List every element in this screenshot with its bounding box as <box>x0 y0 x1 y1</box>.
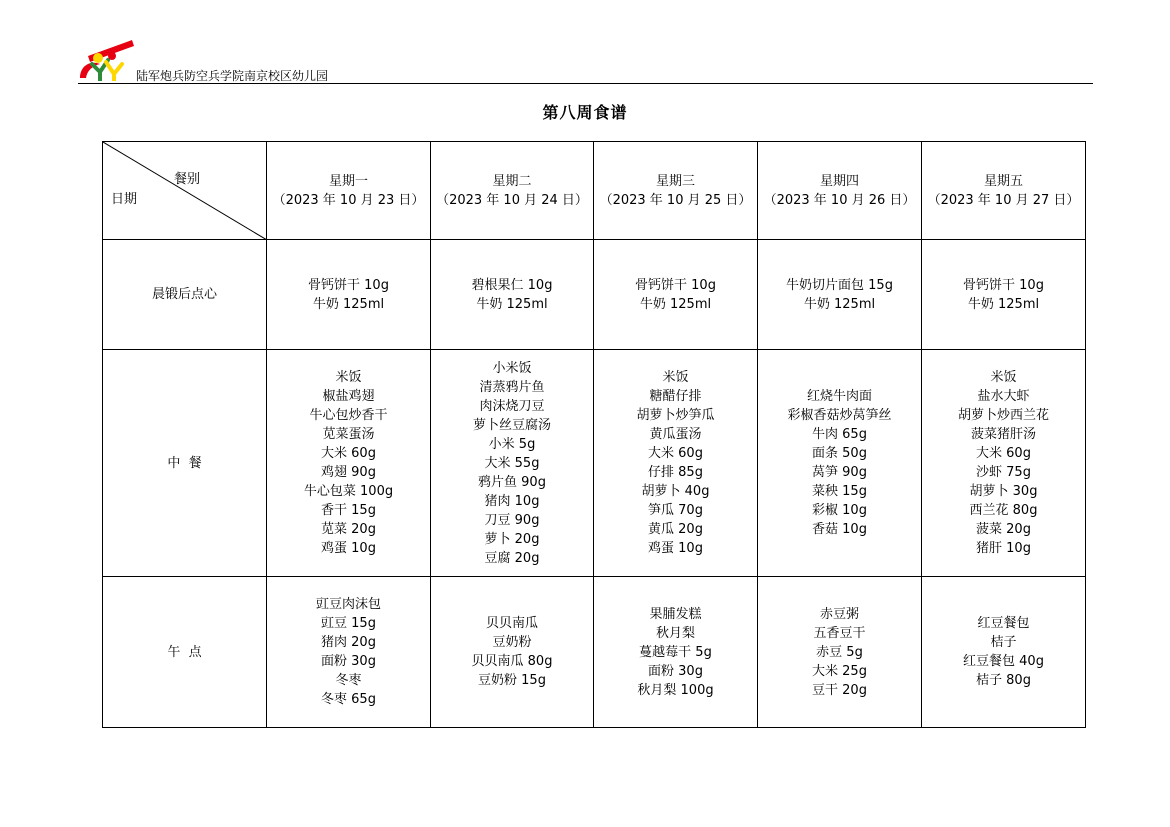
menu-item: 香干 15g <box>321 503 376 518</box>
menu-cell <box>267 350 431 577</box>
menu-item: 莴笋 90g <box>812 465 867 480</box>
meal-row-morning-snack <box>103 240 1086 350</box>
menu-item: 豆干 20g <box>812 682 867 698</box>
menu-item: 面条 50g <box>812 446 867 461</box>
menu-cell <box>431 240 594 350</box>
menu-item: 碧根果仁 10g <box>471 277 553 293</box>
menu-item: 苋菜蛋汤 <box>322 427 375 442</box>
menu-item: 肉沫烧刀豆 <box>479 398 545 414</box>
menu-item: 小米饭 <box>492 360 532 376</box>
menu-item: 牛奶 125ml <box>476 296 548 312</box>
menu-item: 骨钙饼干 10g <box>308 277 389 293</box>
meal-axis-label: 餐别 <box>173 172 200 187</box>
menu-item: 红豆餐包 <box>977 616 1030 631</box>
menu-item: 盐水大虾 <box>977 389 1030 404</box>
menu-item: 刀豆 90g <box>484 512 540 528</box>
menu-item: 贝贝南瓜 80g <box>471 654 553 669</box>
day-date: （2023 年 10 月 26 日） <box>763 192 916 208</box>
menu-item: 牛奶 125ml <box>639 296 712 312</box>
meal-label <box>103 350 267 577</box>
date-axis-label: 日期 <box>111 192 138 207</box>
menu-cell <box>594 350 758 577</box>
menu-item: 苋菜 20g <box>321 522 376 537</box>
menu-item: 鸡蛋 10g <box>648 541 703 556</box>
menu-item: 彩椒香菇炒莴笋丝 <box>787 408 892 423</box>
menu-item: 五香豆干 <box>813 625 866 641</box>
menu-item: 牛心包炒香干 <box>309 408 388 423</box>
menu-item: 豆奶粉 15g <box>478 673 546 688</box>
day-name: 星期一 <box>328 173 368 189</box>
meal-label <box>103 577 267 728</box>
menu-item: 豆奶粉 <box>492 635 532 650</box>
menu-item: 面粉 30g <box>321 654 376 669</box>
menu-item: 豇豆肉沫包 <box>315 597 381 612</box>
meal-label-text: 午 点 <box>167 644 202 660</box>
menu-item: 豆腐 20g <box>484 550 540 566</box>
menu-item: 红烧牛肉面 <box>806 389 872 404</box>
day-name: 星期三 <box>655 173 695 189</box>
menu-item: 猪肉 20g <box>321 635 376 650</box>
menu-item: 桔子 80g <box>976 673 1031 688</box>
menu-item: 赤豆粥 <box>819 606 859 622</box>
menu-item: 小米 5g <box>488 436 536 452</box>
menu-item: 大米 25g <box>812 663 867 679</box>
page-header <box>78 38 1093 84</box>
menu-item: 牛奶 125ml <box>312 296 385 312</box>
menu-item: 菠菜猪肝汤 <box>970 427 1036 442</box>
menu-item: 椒盐鸡翅 <box>322 389 375 404</box>
menu-item: 菠菜 20g <box>976 522 1031 537</box>
meal-row-afternoon-snack <box>103 577 1086 728</box>
menu-item: 红豆餐包 40g <box>963 654 1044 669</box>
menu-cell <box>431 350 594 577</box>
menu-item: 萝卜丝豆腐汤 <box>472 417 551 433</box>
day-date: （2023 年 10 月 27 日） <box>927 192 1080 208</box>
menu-item: 牛奶切片面包 15g <box>786 277 893 293</box>
menu-item: 西兰花 80g <box>969 503 1038 518</box>
day-date: （2023 年 10 月 24 日） <box>436 192 588 208</box>
header-divider <box>78 83 1093 84</box>
menu-item: 清蒸鸦片鱼 <box>479 379 545 395</box>
menu-item: 桔子 <box>990 635 1017 650</box>
menu-cell <box>267 240 431 350</box>
menu-item: 菜秧 15g <box>812 484 867 499</box>
corner-cell <box>103 142 267 240</box>
page-title: 第八周食谱 <box>542 103 628 122</box>
menu-item: 大米 55g <box>484 455 540 471</box>
day-date: （2023 年 10 月 25 日） <box>599 192 752 208</box>
menu-item: 骨钙饼干 10g <box>963 277 1044 293</box>
meal-row-lunch <box>103 350 1086 577</box>
menu-item: 骨钙饼干 10g <box>635 277 716 293</box>
day-header <box>431 142 594 240</box>
menu-cell <box>594 240 758 350</box>
menu-item: 鸡翅 90g <box>321 465 376 480</box>
day-header <box>922 142 1086 240</box>
day-header <box>594 142 758 240</box>
menu-item: 大米 60g <box>321 446 376 461</box>
menu-item: 黄瓜蛋汤 <box>649 427 702 442</box>
menu-item: 大米 60g <box>648 446 703 461</box>
menu-item: 胡萝卜炒笋瓜 <box>636 408 715 423</box>
menu-item: 米饭 <box>990 370 1017 385</box>
menu-item: 赤豆 5g <box>816 644 863 660</box>
menu-item: 豇豆 15g <box>321 616 376 631</box>
day-date: （2023 年 10 月 23 日） <box>272 192 425 208</box>
meal-label: 晨锻后点心 <box>103 240 267 350</box>
menu-item: 牛奶 125ml <box>967 296 1040 312</box>
day-header <box>267 142 431 240</box>
menu-item: 仔排 85g <box>648 465 703 480</box>
menu-cell <box>758 350 922 577</box>
school-name: 陆军炮兵防空兵学院南京校区幼儿园 <box>136 69 329 83</box>
menu-item: 沙虾 75g <box>976 465 1031 480</box>
menu-item: 笋瓜 70g <box>648 503 703 518</box>
menu-item: 牛心包菜 100g <box>303 484 394 499</box>
menu-item: 香菇 10g <box>812 522 867 537</box>
menu-item: 果脯发糕 <box>649 606 702 622</box>
menu-cell <box>758 240 922 350</box>
menu-item: 米饭 <box>335 370 362 385</box>
menu-table <box>102 141 1086 728</box>
menu-cell <box>594 577 758 728</box>
menu-cell <box>431 577 594 728</box>
menu-item: 秋月梨 <box>655 625 695 641</box>
menu-item: 冬枣 65g <box>321 692 376 707</box>
menu-item: 冬枣 <box>335 673 362 688</box>
menu-item: 黄瓜 20g <box>648 522 703 537</box>
menu-item: 猪肉 10g <box>484 493 540 509</box>
menu-item: 面粉 30g <box>648 663 703 679</box>
menu-item: 糖醋仔排 <box>649 389 702 404</box>
menu-cell <box>267 577 431 728</box>
meal-label-text: 中 餐 <box>167 455 202 471</box>
menu-cell <box>922 240 1086 350</box>
menu-item: 秋月梨 100g <box>637 682 714 698</box>
day-name: 星期二 <box>492 173 532 189</box>
menu-item: 蔓越莓干 5g <box>639 644 712 660</box>
menu-item: 彩椒 10g <box>812 503 867 518</box>
day-name: 星期四 <box>819 173 859 189</box>
menu-item: 鸡蛋 10g <box>321 541 376 556</box>
menu-item: 胡萝卜 40g <box>641 484 710 499</box>
menu-item: 萝卜 20g <box>484 531 540 547</box>
menu-item: 米饭 <box>662 370 689 385</box>
menu-cell <box>922 577 1086 728</box>
kindergarten-logo-icon <box>78 38 136 82</box>
menu-item: 牛奶 125ml <box>803 296 876 312</box>
day-header <box>758 142 922 240</box>
menu-item: 猪肝 10g <box>976 541 1031 556</box>
day-header-row <box>103 142 1086 240</box>
menu-item: 贝贝南瓜 <box>485 616 538 631</box>
menu-cell <box>922 350 1086 577</box>
menu-item: 胡萝卜炒西兰花 <box>957 408 1049 423</box>
menu-item: 大米 60g <box>976 446 1031 461</box>
menu-item: 胡萝卜 30g <box>969 484 1038 499</box>
menu-cell <box>758 577 922 728</box>
menu-item: 牛肉 65g <box>812 427 867 442</box>
day-name: 星期五 <box>983 173 1023 189</box>
menu-item: 鸦片鱼 90g <box>478 474 546 490</box>
